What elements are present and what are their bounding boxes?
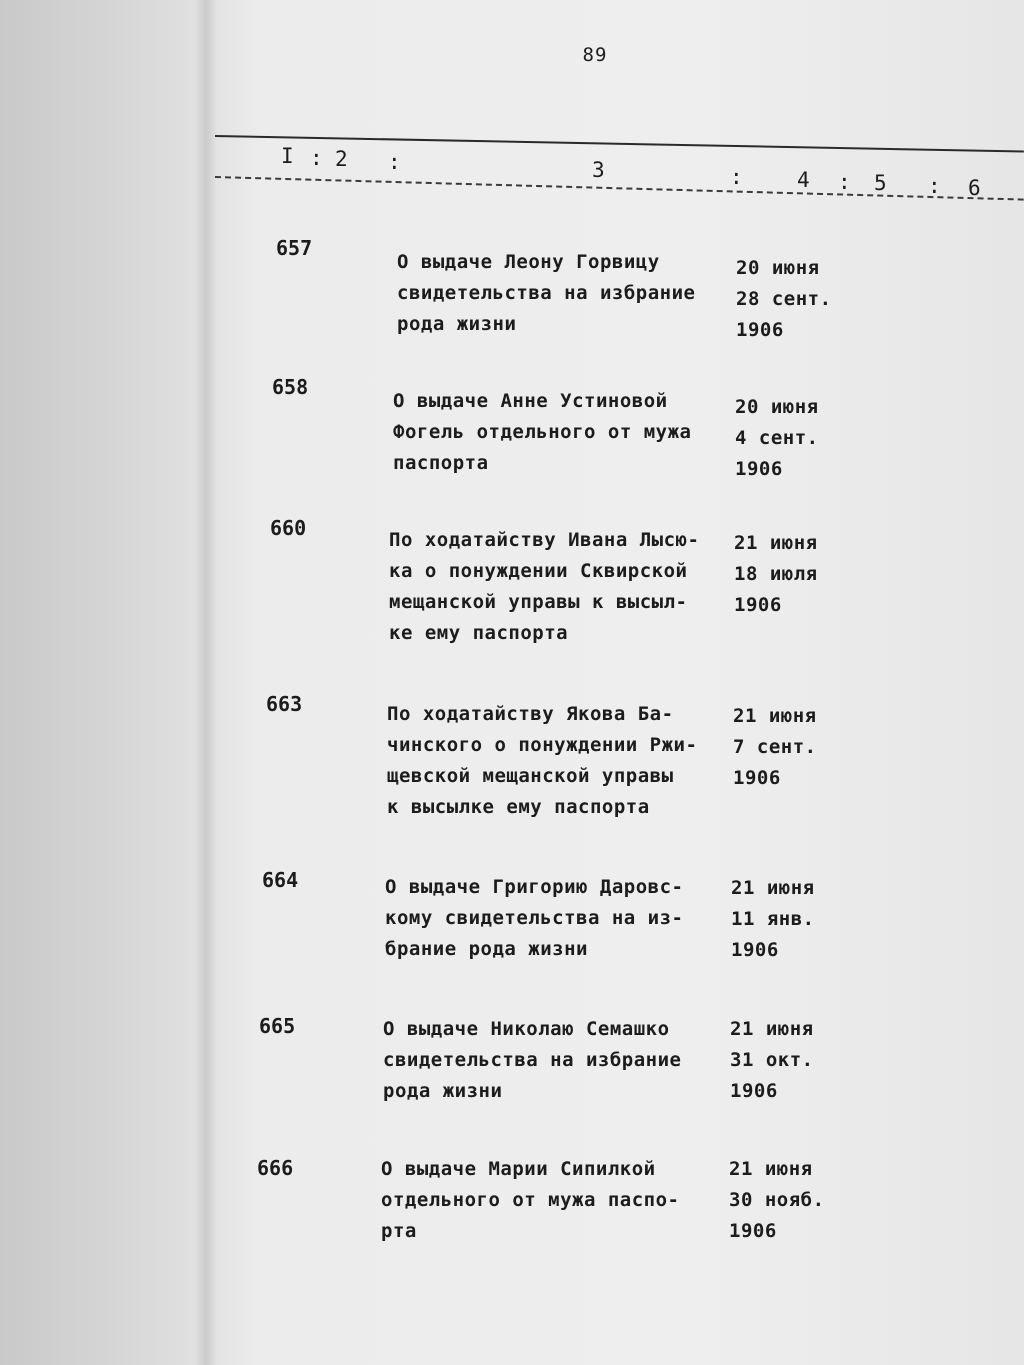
entry-number: 665 <box>259 1014 296 1038</box>
entry-dates: 21 июня 11 янв. 1906 <box>731 877 815 961</box>
col-header-6: 6 <box>968 176 981 200</box>
entry-description: О выдаче Леону Горвицу свидетельства на избрание рода жизни <box>397 251 696 335</box>
entry-number: 664 <box>262 868 299 892</box>
entry-number: 663 <box>266 692 303 716</box>
entry-dates: 20 июня 28 сент. 1906 <box>736 257 832 341</box>
page-number: 89 <box>582 44 608 66</box>
entry-dates: 21 июня 18 июля 1906 <box>734 532 818 616</box>
entry-description: По ходатайству Якова Ба- чинского о понуждении Ржи- щевской мещанской управы к высылке ему паспорта <box>387 703 698 818</box>
col-separator: : <box>310 146 323 170</box>
entry-description: О выдаче Николаю Семашко свидетельства на избрание рода жизни <box>383 1018 682 1102</box>
entry-number: 660 <box>270 516 307 540</box>
entry-dates: 21 июня 30 нояб. 1906 <box>729 1158 825 1242</box>
col-header-3: 3 <box>592 158 605 182</box>
entry-dates: 21 июня 31 окт. 1906 <box>730 1018 814 1102</box>
entry-description: По ходатайству Ивана Лысю- ка о понуждении Сквирской мещанской управы к высыл- ке ему паспорта <box>389 529 700 644</box>
entry-number: 666 <box>257 1156 294 1180</box>
col-header-4: 4 <box>797 168 810 192</box>
entry-dates: 20 июня 4 сент. 1906 <box>735 396 819 480</box>
col-separator: : <box>388 150 401 174</box>
col-separator: : <box>730 165 743 189</box>
col-separator: : <box>838 170 851 194</box>
entry-dates: 21 июня 7 сент. 1906 <box>733 705 817 789</box>
entry-number: 657 <box>276 236 313 260</box>
book-gutter <box>195 0 217 1365</box>
entry-description: О выдаче Марии Сипилкой отдельного от мужа паспо- рта <box>381 1158 680 1242</box>
entry-description: О выдаче Анне Устиновой Фогель отдельного от мужа паспорта <box>393 390 692 474</box>
entry-number: 658 <box>272 375 309 399</box>
col-header-5: 5 <box>874 171 887 195</box>
col-header-2: 2 <box>335 147 348 171</box>
entry-description: О выдаче Григорию Даровс- кому свидетельства на из- брание рода жизни <box>385 876 684 960</box>
col-header-1: I <box>281 144 294 168</box>
col-separator: : <box>928 174 941 198</box>
